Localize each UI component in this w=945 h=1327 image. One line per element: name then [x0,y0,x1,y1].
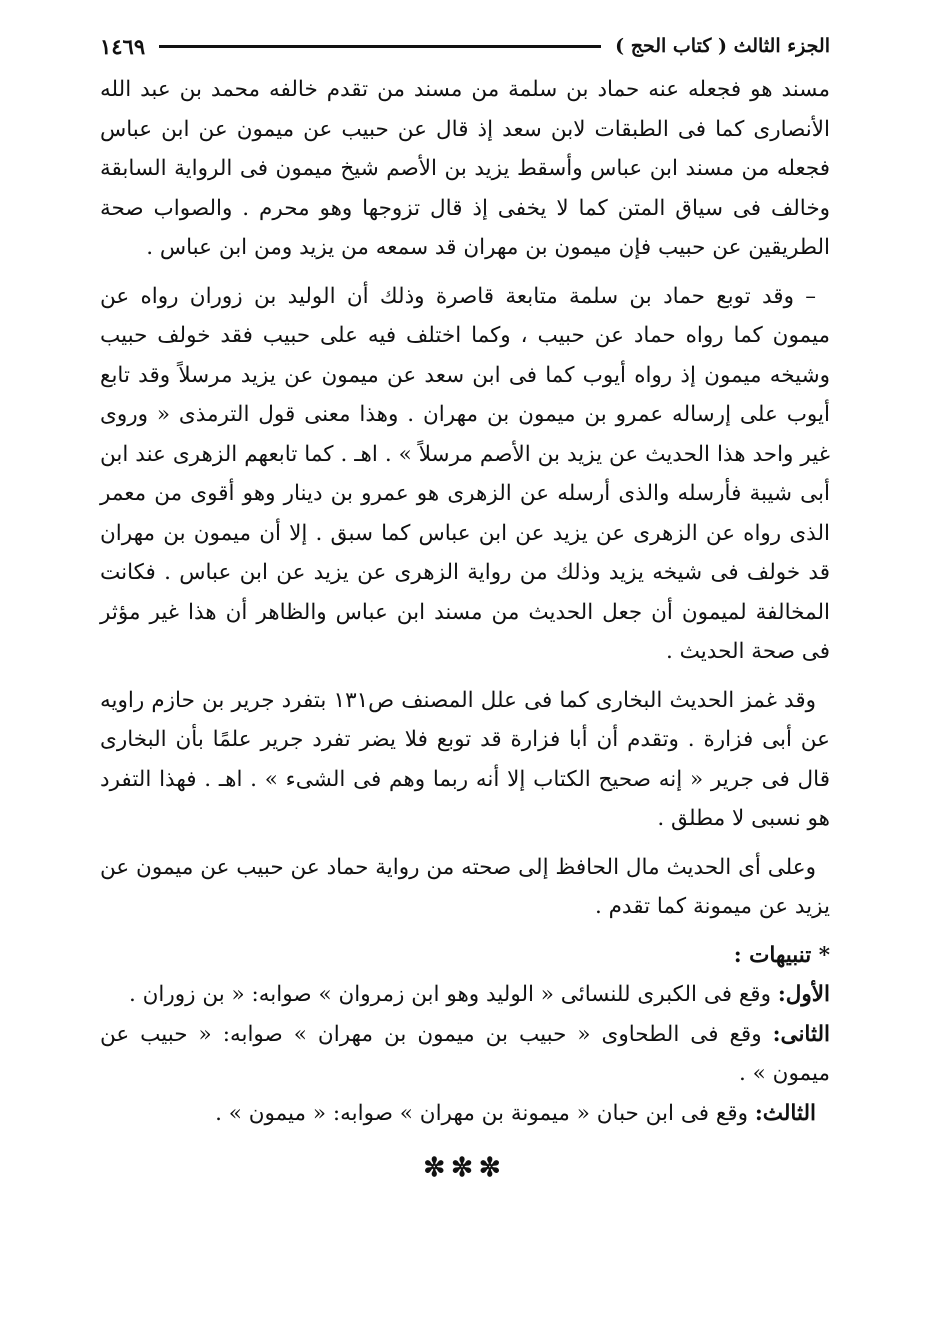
note-1-text: وقع فى الكبرى للنسائى « الوليد وهو ابن زمروان » صوابه: « بن زوران . [128,982,771,1007]
page-number: ١٤٦٩ [100,33,146,59]
header-rule [159,45,601,48]
note-2 [100,1015,830,1094]
running-title: الجزء الثالث ( كتاب الحج ) [615,35,830,57]
note-3 [100,1094,830,1134]
body-text [100,70,830,1189]
note-1-label: الأول: [777,982,830,1007]
page-header [100,28,830,64]
paragraph-1: مسند هو فجعله عنه حماد بن سلمة من مسند من تقدم خالفه محمد بن عبد الله الأنصارى كما فى الطبقات لابن سعد إذ قال عن حبيب عن ميمون عن ابن عباس فجعله من مسند ابن عباس وأسقط يزيد بن الأصم شيخ ميمون فى الرواية السابقة وخالف فى سياق المتن كما لا يخفى إذ قال تزوجها وهو محرم . والصواب صحة الطريقين عن حبيب فإن ميمون بن مهران قد سمعه من يزيد ومن ابن عباس . [100,77,830,260]
paragraph-3: وقد غمز الحديث البخارى كما فى علل المصنف ص١٣١ بتفرد جرير بن حازم راويه عن أبى فزارة . وتقدم أن أبا فزارة قد توبع فلا يضر تفرد جرير علمًا بأن البخارى قال فى جرير « إنه صحيح الكتاب إلا أنه ربما وهم فى الشىء » . اهـ . فهذا التفرد هو نسبى لا مطلق . [100,687,830,831]
page [100,28,830,1189]
section-end-ornament: ✼✼✼ [423,1153,507,1183]
note-2-label: الثانى: [772,1021,830,1047]
note-1 [100,975,830,1015]
note-3-text: وقع فى ابن حبان « ميمونة بن مهران » صوابه: « ميمون » . [215,1100,748,1126]
note-2-text: وقع فى الطحاوى « حبيب بن ميمون بن مهران » صوابه: « حبيب عن ميمون » . [100,1021,830,1086]
paragraph-4: وعلى أى الحديث مال الحافظ إلى صحته من رواية حماد عن حبيب عن ميمون عن يزيد عن ميمونة كما تقدم . [100,854,830,919]
paragraph-2: – وقد توبع حماد بن سلمة متابعة قاصرة وذلك أن الوليد بن زوران رواه عن ميمون كما رواه حماد عن حبيب ، وكما اختلف فيه على حبيب فقد خولف حبيب وشيخه ميمون إذ رواه أيوب كما فى ابن سعد عن ميمون عن يزيد مرسلاً وقد تابع أيوب على إرساله عمرو بن ميمون بن مهران . وهذا معنى قول الترمذى « وروى غير واحد هذا الحديث عن يزيد بن الأصم مرسلاً » . اهـ . كما تابعهم الزهرى عند ابن أبى شيبة فأرسله والذى أرسله عن الزهرى هو عمرو بن دينار وهو أقوى من معمر الذى رواه عن الزهرى عن يزيد عن ابن عباس كما سبق . إلا أن ميمون بن مهران قد خولف فى شيخه يزيد وذلك من رواية الزهرى عن يزيد عن ابن عباس . فكانت المخالفة لميمون أن جعل الحديث من مسند ابن عباس والظاهر أن هذا غير مؤثر فى صحة الحديث . [100,283,830,664]
note-3-label: الثالث: [754,1100,816,1126]
notes-heading: * تنبيهات : [733,942,830,968]
